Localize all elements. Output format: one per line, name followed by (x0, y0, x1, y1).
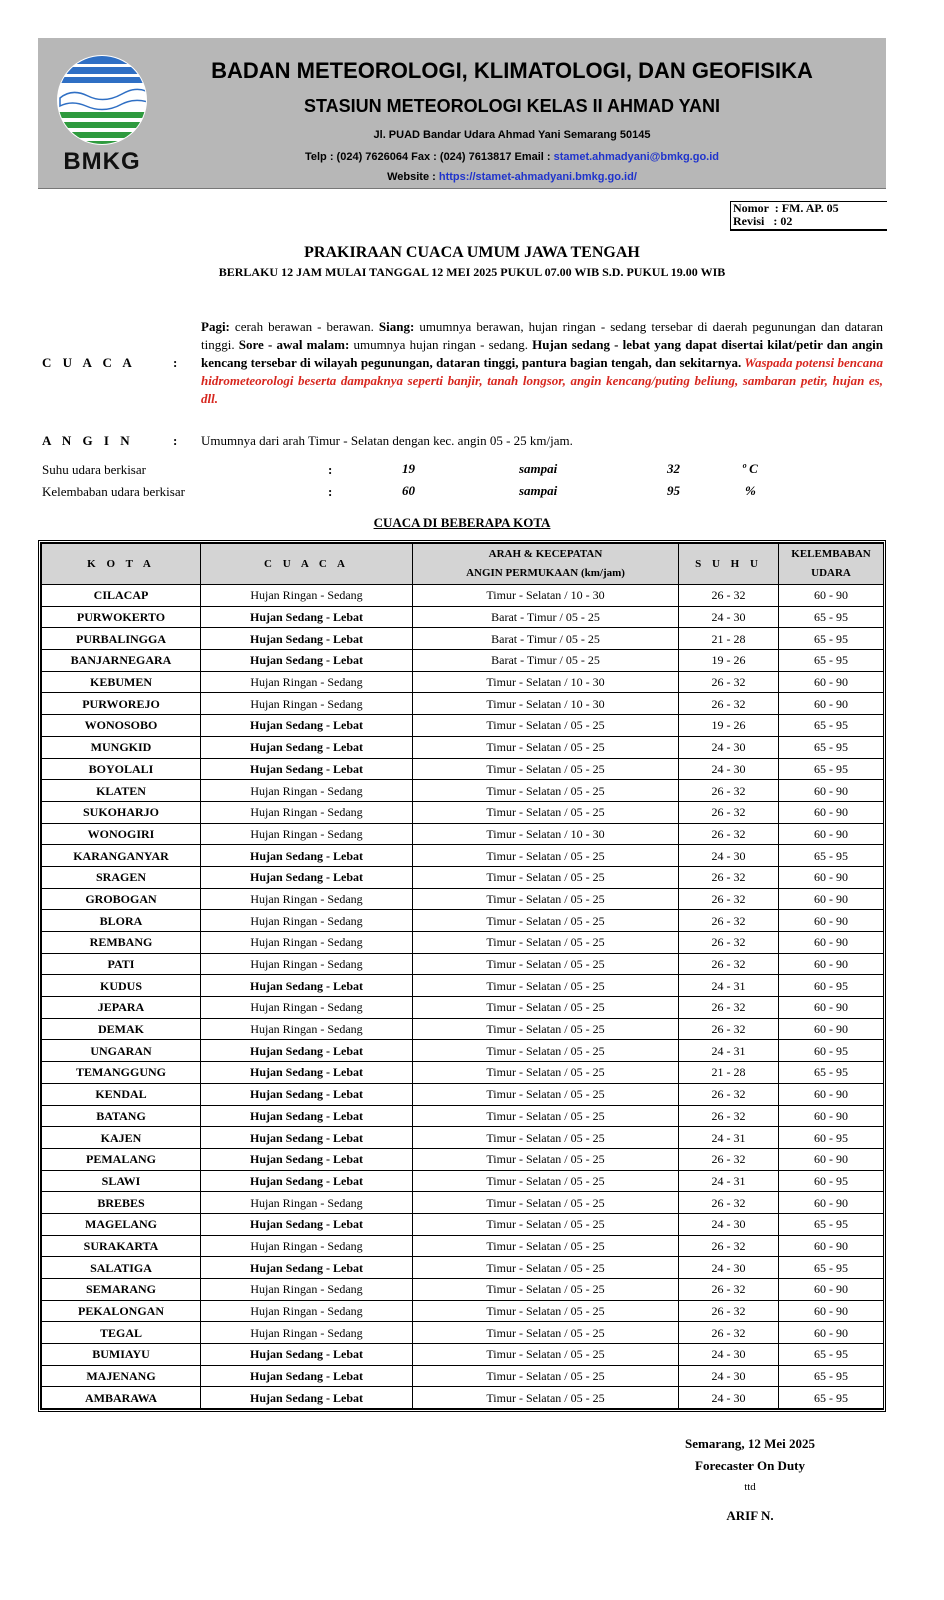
city-cell: TEMANGGUNG (42, 1062, 201, 1084)
kelembaban-label: Kelembaban udara berkisar (42, 484, 185, 499)
wind-cell: Timur - Selatan / 05 - 25 (413, 1083, 679, 1105)
weather-cell: Hujan Sedang - Lebat (201, 1257, 413, 1279)
table-row (42, 1235, 884, 1257)
heavy-rain-text: Hujan sedang - lebat yang dapat disertai kilat/petir dan angin kencang tersebar di wilayah pegunungan, dataran tinggi, pantura bagian tengah, dan sekitarnya. (201, 337, 884, 370)
wind-cell: Timur - Selatan / 10 - 30 (413, 823, 679, 845)
city-cell: KEBUMEN (42, 671, 201, 693)
contact-text: Telp : (024) 7626064 Fax : (024) 7613817 Email : (304, 151, 554, 163)
table-row (42, 1018, 884, 1040)
table-row (42, 1040, 884, 1062)
table-title: CUACA DI BEBERAPA KOTA (373, 515, 551, 530)
humidity-cell: 65 - 95 (779, 845, 884, 867)
temperature-cell: 26 - 32 (679, 1300, 779, 1322)
humidity-cell: 60 - 90 (779, 1192, 884, 1214)
signature: ttd (744, 1481, 756, 1493)
temperature-cell: 21 - 28 (679, 1062, 779, 1084)
address: Jl. PUAD Bandar Udara Ahmad Yani Semarang 50145 (373, 129, 651, 141)
weather-cell: Hujan Ringan - Sedang (201, 801, 413, 823)
wind-cell: Barat - Timur / 05 - 25 (413, 628, 679, 650)
table-row (42, 1322, 884, 1344)
city-cell: TEGAL (42, 1322, 201, 1344)
city-cell: WONOSOBO (42, 715, 201, 737)
temperature-cell: 26 - 32 (679, 1018, 779, 1040)
humidity-cell: 60 - 90 (779, 866, 884, 888)
wind-cell: Timur - Selatan / 05 - 25 (413, 1365, 679, 1387)
table-row (42, 736, 884, 758)
suhu-max: 32 (667, 461, 680, 476)
weather-cell: Hujan Ringan - Sedang (201, 1192, 413, 1214)
suhu-label: Suhu udara berkisar (42, 462, 146, 477)
temperature-cell: 26 - 32 (679, 585, 779, 607)
temperature-cell: 24 - 30 (679, 736, 779, 758)
table-row (42, 1344, 884, 1366)
humidity-cell: 65 - 95 (779, 1062, 884, 1084)
wind-cell: Timur - Selatan / 05 - 25 (413, 1062, 679, 1084)
table-row (42, 1257, 884, 1279)
city-cell: SRAGEN (42, 866, 201, 888)
header-cuaca: C U A C A (201, 544, 413, 585)
weather-cell: Hujan Sedang - Lebat (201, 628, 413, 650)
wind-cell: Timur - Selatan / 05 - 25 (413, 1192, 679, 1214)
humidity-cell: 60 - 90 (779, 693, 884, 715)
temperature-cell: 26 - 32 (679, 823, 779, 845)
city-cell: REMBANG (42, 932, 201, 954)
city-cell: KARANGANYAR (42, 845, 201, 867)
city-cell: SEMARANG (42, 1279, 201, 1301)
table-row (42, 1279, 884, 1301)
weather-cell: Hujan Ringan - Sedang (201, 780, 413, 802)
temperature-cell: 26 - 32 (679, 910, 779, 932)
humidity-cell: 60 - 90 (779, 932, 884, 954)
temperature-cell: 19 - 26 (679, 715, 779, 737)
siang-text: umumnya berawan, hujan ringan - sedang tersebar di daerah pegunungan dan dataran tinggi. (201, 319, 883, 352)
temperature-cell: 26 - 32 (679, 953, 779, 975)
humidity-cell: 60 - 90 (779, 1322, 884, 1344)
revision-number: Revisi : 02 (733, 214, 793, 228)
city-cell: SURAKARTA (42, 1235, 201, 1257)
city-cell: SUKOHARJO (42, 801, 201, 823)
wind-cell: Timur - Selatan / 05 - 25 (413, 1105, 679, 1127)
city-cell: PEKALONGAN (42, 1300, 201, 1322)
table-row (42, 953, 884, 975)
humidity-cell: 65 - 95 (779, 736, 884, 758)
table-row (42, 1300, 884, 1322)
document-subtitle: BERLAKU 12 JAM MULAI TANGGAL 12 MEI 2025 PUKUL 07.00 WIB S.D. PUKUL 19.00 WIB (218, 265, 726, 279)
wind-cell: Timur - Selatan / 05 - 25 (413, 736, 679, 758)
weather-cell: Hujan Sedang - Lebat (201, 845, 413, 867)
city-cell: KAJEN (42, 1127, 201, 1149)
suhu-sampai: sampai (519, 461, 558, 476)
sore-label: Sore - awal malam: (238, 337, 350, 352)
wind-cell: Timur - Selatan / 05 - 25 (413, 715, 679, 737)
weather-cell: Hujan Ringan - Sedang (201, 1018, 413, 1040)
pagi-text: cerah berawan - berawan. (229, 319, 379, 334)
table-row (42, 606, 884, 628)
humidity-cell: 60 - 90 (779, 823, 884, 845)
bmkg-logo (52, 52, 152, 182)
humidity-cell: 60 - 90 (779, 1279, 884, 1301)
table-row (42, 585, 884, 607)
wind-cell: Timur - Selatan / 05 - 25 (413, 801, 679, 823)
city-forecast-table (38, 540, 886, 1412)
table-row (42, 780, 884, 802)
weather-cell: Hujan Sedang - Lebat (201, 866, 413, 888)
city-cell: UNGARAN (42, 1040, 201, 1062)
wind-cell: Timur - Selatan / 05 - 25 (413, 1387, 679, 1409)
angin-description: Umumnya dari arah Timur - Selatan dengan kec. angin 05 - 25 km/jam. (201, 433, 573, 448)
temperature-cell: 24 - 30 (679, 1365, 779, 1387)
humidity-cell: 65 - 95 (779, 1213, 884, 1235)
table-row (42, 1170, 884, 1192)
temperature-cell: 26 - 32 (679, 1083, 779, 1105)
temperature-cell: 24 - 30 (679, 845, 779, 867)
form-number-box (730, 201, 887, 231)
table-row (42, 932, 884, 954)
table-row (42, 628, 884, 650)
wind-cell: Timur - Selatan / 05 - 25 (413, 1279, 679, 1301)
temperature-cell: 26 - 32 (679, 693, 779, 715)
weather-cell: Hujan Ringan - Sedang (201, 585, 413, 607)
temperature-cell: 24 - 31 (679, 1040, 779, 1062)
wind-cell: Timur - Selatan / 05 - 25 (413, 1300, 679, 1322)
temperature-cell: 24 - 31 (679, 1127, 779, 1149)
temperature-cell: 26 - 32 (679, 1192, 779, 1214)
weather-cell: Hujan Sedang - Lebat (201, 1105, 413, 1127)
warning-text: Waspada potensi bencana hidrometeorologi beserta dampaknya seperti banjir, tanah longsor, angin kencang/puting beliung, sambaran petir, hujan es, dll. (201, 355, 884, 406)
wind-cell: Timur - Selatan / 05 - 25 (413, 1213, 679, 1235)
temperature-cell: 26 - 32 (679, 671, 779, 693)
weather-cell: Hujan Sedang - Lebat (201, 1170, 413, 1192)
weather-cell: Hujan Ringan - Sedang (201, 1235, 413, 1257)
wind-cell: Timur - Selatan / 05 - 25 (413, 888, 679, 910)
wind-cell: Timur - Selatan / 05 - 25 (413, 1148, 679, 1170)
logo-text: BMKG (63, 148, 141, 175)
station-name: STASIUN METEOROLOGI KELAS II AHMAD YANI (303, 96, 721, 116)
wind-cell: Timur - Selatan / 05 - 25 (413, 975, 679, 997)
temperature-cell: 26 - 32 (679, 1148, 779, 1170)
weather-cell: Hujan Ringan - Sedang (201, 888, 413, 910)
humidity-cell: 65 - 95 (779, 1365, 884, 1387)
temperature-cell: 26 - 32 (679, 1279, 779, 1301)
website-label: Website : (387, 171, 439, 183)
city-cell: BUMIAYU (42, 1344, 201, 1366)
city-cell: AMBARAWA (42, 1387, 201, 1409)
city-cell: CILACAP (42, 585, 201, 607)
city-cell: PEMALANG (42, 1148, 201, 1170)
wind-cell: Timur - Selatan / 10 - 30 (413, 671, 679, 693)
humidity-cell: 60 - 90 (779, 671, 884, 693)
temperature-cell: 26 - 32 (679, 780, 779, 802)
city-cell: PURBALINGGA (42, 628, 201, 650)
header-angin-line2: ANGIN PERMUKAAN (km/jam) (466, 567, 625, 579)
angin-label: A N G I N (42, 433, 134, 448)
header-angin (413, 544, 679, 585)
kelembaban-unit: % (745, 483, 756, 498)
table-row (42, 866, 884, 888)
weather-cell: Hujan Sedang - Lebat (201, 1040, 413, 1062)
table-row (42, 1062, 884, 1084)
header-kota: K O T A (42, 544, 201, 585)
weather-cell: Hujan Sedang - Lebat (201, 1344, 413, 1366)
weather-cell: Hujan Sedang - Lebat (201, 758, 413, 780)
city-cell: KENDAL (42, 1083, 201, 1105)
header-kelembaban (779, 544, 884, 585)
table-body (42, 585, 884, 1409)
humidity-cell: 60 - 90 (779, 801, 884, 823)
table-row (42, 1387, 884, 1409)
humidity-cell: 60 - 95 (779, 975, 884, 997)
city-cell: BLORA (42, 910, 201, 932)
city-cell: WONOGIRI (42, 823, 201, 845)
table-row (42, 975, 884, 997)
org-name: BADAN METEOROLOGI, KLIMATOLOGI, DAN GEOFISIKA (211, 58, 813, 83)
bmkg-logo-icon (52, 52, 152, 148)
letterhead (38, 38, 886, 188)
temperature-cell: 26 - 32 (679, 1322, 779, 1344)
email-link[interactable]: stamet.ahmadyani@bmkg.go.id (553, 151, 720, 163)
weather-cell: Hujan Ringan - Sedang (201, 693, 413, 715)
weather-cell: Hujan Sedang - Lebat (201, 715, 413, 737)
weather-cell: Hujan Ringan - Sedang (201, 671, 413, 693)
forecaster-name: ARIF N. (726, 1508, 774, 1523)
wind-cell: Timur - Selatan / 05 - 25 (413, 1344, 679, 1366)
city-cell: KUDUS (42, 975, 201, 997)
weather-cell: Hujan Sedang - Lebat (201, 1387, 413, 1409)
kelembaban-min: 60 (402, 483, 415, 498)
table-row (42, 888, 884, 910)
header-suhu: S U H U (679, 544, 779, 585)
city-cell: PURWOKERTO (42, 606, 201, 628)
header-angin-line1: ARAH & KECEPATAN (488, 548, 603, 560)
temperature-cell: 26 - 32 (679, 997, 779, 1019)
city-cell: GROBOGAN (42, 888, 201, 910)
humidity-cell: 60 - 95 (779, 1170, 884, 1192)
wind-cell: Timur - Selatan / 05 - 25 (413, 780, 679, 802)
humidity-cell: 60 - 90 (779, 1148, 884, 1170)
table-row (42, 910, 884, 932)
weather-cell: Hujan Ringan - Sedang (201, 1300, 413, 1322)
wind-cell: Timur - Selatan / 05 - 25 (413, 997, 679, 1019)
sore-text: umumnya hujan ringan - sedang. (349, 337, 533, 352)
humidity-cell: 60 - 90 (779, 585, 884, 607)
temperature-cell: 19 - 26 (679, 650, 779, 672)
city-cell: MAJENANG (42, 1365, 201, 1387)
city-cell: BREBES (42, 1192, 201, 1214)
city-cell: DEMAK (42, 1018, 201, 1040)
table-row (42, 997, 884, 1019)
city-cell: JEPARA (42, 997, 201, 1019)
table-row (42, 1083, 884, 1105)
table-row (42, 1365, 884, 1387)
humidity-cell: 60 - 90 (779, 780, 884, 802)
weather-cell: Hujan Ringan - Sedang (201, 1322, 413, 1344)
humidity-cell: 60 - 90 (779, 953, 884, 975)
weather-cell: Hujan Ringan - Sedang (201, 910, 413, 932)
suhu-colon: : (328, 462, 333, 477)
weather-cell: Hujan Ringan - Sedang (201, 953, 413, 975)
city-cell: BOYOLALI (42, 758, 201, 780)
temperature-cell: 26 - 32 (679, 1235, 779, 1257)
temperature-cell: 24 - 30 (679, 1213, 779, 1235)
wind-cell: Timur - Selatan / 05 - 25 (413, 910, 679, 932)
cuaca-description (201, 318, 883, 408)
table-row (42, 693, 884, 715)
city-cell: PURWOREJO (42, 693, 201, 715)
humidity-cell: 60 - 95 (779, 1040, 884, 1062)
table-row (42, 1192, 884, 1214)
humidity-cell: 65 - 95 (779, 758, 884, 780)
header-kelembaban-line2: UDARA (811, 567, 851, 579)
temperature-cell: 24 - 30 (679, 1257, 779, 1279)
cuaca-label: C U A C A (42, 355, 136, 370)
table-row (42, 823, 884, 845)
wind-cell: Timur - Selatan / 05 - 25 (413, 845, 679, 867)
humidity-cell: 60 - 90 (779, 1083, 884, 1105)
wind-cell: Timur - Selatan / 10 - 30 (413, 585, 679, 607)
form-number: Nomor : FM. AP. 05 (733, 201, 839, 215)
wind-cell: Timur - Selatan / 10 - 30 (413, 693, 679, 715)
weather-cell: Hujan Sedang - Lebat (201, 650, 413, 672)
humidity-cell: 60 - 90 (779, 910, 884, 932)
city-cell: BATANG (42, 1105, 201, 1127)
humidity-cell: 65 - 95 (779, 715, 884, 737)
city-cell: MAGELANG (42, 1213, 201, 1235)
humidity-cell: 60 - 90 (779, 1018, 884, 1040)
humidity-cell: 65 - 95 (779, 1257, 884, 1279)
wind-cell: Barat - Timur / 05 - 25 (413, 650, 679, 672)
humidity-cell: 65 - 95 (779, 650, 884, 672)
weather-cell: Hujan Sedang - Lebat (201, 1148, 413, 1170)
table-row (42, 1213, 884, 1235)
table-header-row (42, 544, 884, 585)
humidity-cell: 65 - 95 (779, 606, 884, 628)
temperature-cell: 24 - 30 (679, 1387, 779, 1409)
wind-cell: Timur - Selatan / 05 - 25 (413, 932, 679, 954)
temperature-cell: 26 - 32 (679, 866, 779, 888)
temperature-cell: 26 - 32 (679, 888, 779, 910)
header-kelembaban-line1: KELEMBABAN (791, 548, 871, 560)
weather-cell: Hujan Sedang - Lebat (201, 975, 413, 997)
angin-colon: : (173, 433, 178, 448)
wind-cell: Timur - Selatan / 05 - 25 (413, 758, 679, 780)
table-row (42, 671, 884, 693)
temperature-cell: 24 - 31 (679, 975, 779, 997)
table-row (42, 758, 884, 780)
document-title: PRAKIRAAN CUACA UMUM JAWA TENGAH (304, 244, 640, 261)
temperature-cell: 26 - 32 (679, 932, 779, 954)
weather-cell: Hujan Ringan - Sedang (201, 997, 413, 1019)
kelembaban-sampai: sampai (519, 483, 558, 498)
header-divider (38, 188, 886, 189)
weather-cell: Hujan Sedang - Lebat (201, 1127, 413, 1149)
suhu-min: 19 (402, 461, 415, 476)
contact-line (138, 151, 886, 163)
weather-cell: Hujan Sedang - Lebat (201, 736, 413, 758)
cuaca-colon: : (173, 355, 178, 370)
suhu-unit: º C (742, 461, 758, 476)
weather-cell: Hujan Ringan - Sedang (201, 823, 413, 845)
table-row (42, 801, 884, 823)
table-row (42, 1127, 884, 1149)
kelembaban-max: 95 (667, 483, 680, 498)
humidity-cell: 60 - 90 (779, 888, 884, 910)
city-cell: PATI (42, 953, 201, 975)
pagi-label: Pagi: (201, 319, 230, 334)
weather-cell: Hujan Sedang - Lebat (201, 1062, 413, 1084)
humidity-cell: 60 - 90 (779, 997, 884, 1019)
siang-label: Siang: (378, 319, 415, 334)
temperature-cell: 24 - 31 (679, 1170, 779, 1192)
city-cell: SALATIGA (42, 1257, 201, 1279)
weather-cell: Hujan Sedang - Lebat (201, 1365, 413, 1387)
weather-cell: Hujan Sedang - Lebat (201, 606, 413, 628)
temperature-cell: 24 - 30 (679, 758, 779, 780)
wind-cell: Timur - Selatan / 05 - 25 (413, 1040, 679, 1062)
wind-cell: Timur - Selatan / 05 - 25 (413, 1235, 679, 1257)
table-row (42, 1148, 884, 1170)
city-cell: SLAWI (42, 1170, 201, 1192)
humidity-cell: 60 - 95 (779, 1127, 884, 1149)
weather-cell: Hujan Ringan - Sedang (201, 1279, 413, 1301)
weather-cell: Hujan Ringan - Sedang (201, 932, 413, 954)
temperature-cell: 26 - 32 (679, 801, 779, 823)
wind-cell: Timur - Selatan / 05 - 25 (413, 1170, 679, 1192)
humidity-cell: 65 - 95 (779, 628, 884, 650)
table-row (42, 650, 884, 672)
humidity-cell: 60 - 90 (779, 1235, 884, 1257)
humidity-cell: 60 - 90 (779, 1300, 884, 1322)
temperature-cell: 21 - 28 (679, 628, 779, 650)
humidity-cell: 60 - 90 (779, 1105, 884, 1127)
humidity-cell: 65 - 95 (779, 1344, 884, 1366)
wind-cell: Timur - Selatan / 05 - 25 (413, 953, 679, 975)
place-date: Semarang, 12 Mei 2025 (685, 1436, 815, 1451)
wind-cell: Timur - Selatan / 05 - 25 (413, 866, 679, 888)
weather-cell: Hujan Sedang - Lebat (201, 1083, 413, 1105)
wind-cell: Timur - Selatan / 05 - 25 (413, 1257, 679, 1279)
wind-cell: Timur - Selatan / 05 - 25 (413, 1018, 679, 1040)
website-link[interactable]: https://stamet-ahmadyani.bmkg.go.id/ (438, 171, 637, 183)
humidity-cell: 65 - 95 (779, 1387, 884, 1409)
temperature-cell: 26 - 32 (679, 1105, 779, 1127)
forecaster-role: Forecaster On Duty (695, 1458, 805, 1473)
table-row (42, 1105, 884, 1127)
temperature-cell: 24 - 30 (679, 606, 779, 628)
temperature-cell: 24 - 30 (679, 1344, 779, 1366)
table-row (42, 715, 884, 737)
city-cell: MUNGKID (42, 736, 201, 758)
wind-cell: Timur - Selatan / 05 - 25 (413, 1127, 679, 1149)
weather-cell: Hujan Sedang - Lebat (201, 1213, 413, 1235)
city-cell: BANJARNEGARA (42, 650, 201, 672)
website-line (138, 171, 886, 183)
kelembaban-colon: : (328, 484, 333, 499)
wind-cell: Barat - Timur / 05 - 25 (413, 606, 679, 628)
city-cell: KLATEN (42, 780, 201, 802)
wind-cell: Timur - Selatan / 05 - 25 (413, 1322, 679, 1344)
table-row (42, 845, 884, 867)
